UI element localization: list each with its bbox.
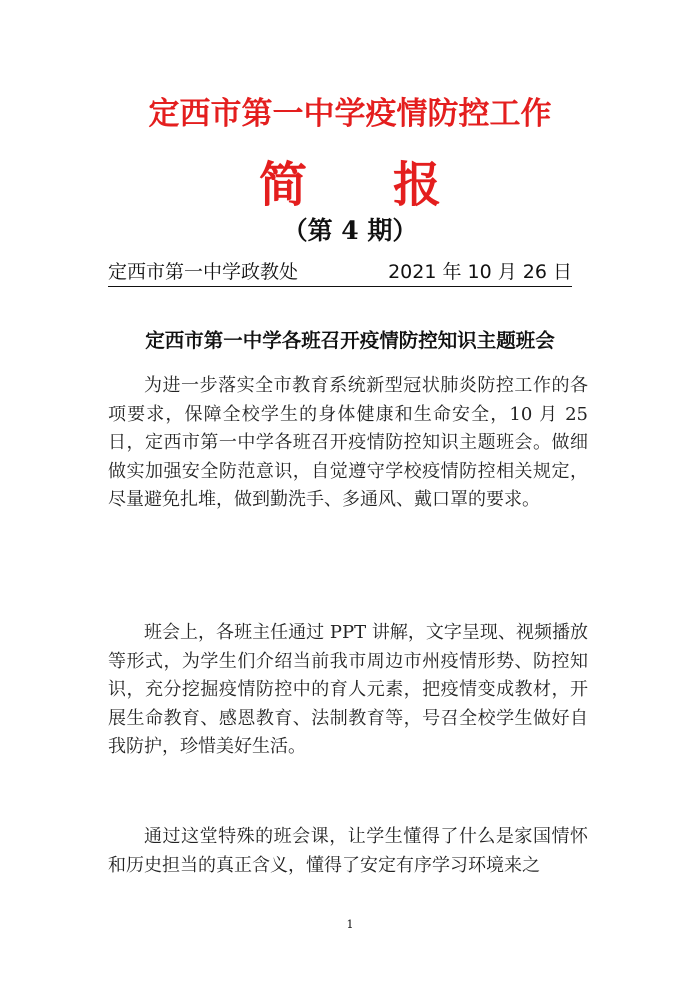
issue-number: （第 4 期）	[282, 216, 418, 245]
paragraph-2: 班会上，各班主任通过 PPT 讲解，文字呈现、视频播放等形式，为学生们介绍当前我市周边市州疫情形势、防控知识，充分挖掘疫情防控中的育人元素，把疫情变成教材，开展生命教育、感恩教育、法制教育等，号召全校学生做好自我防护，珍惜美好生活。	[108, 622, 588, 757]
issuer: 定西市第一中学政教处	[108, 261, 299, 283]
bulletin-title	[0, 146, 700, 215]
page-number: 1	[346, 918, 354, 931]
org-title: 定西市第一中学疫情防控工作	[148, 96, 552, 132]
issuer-date-line	[108, 257, 572, 287]
issue-date: 2021 年 10 月 26 日	[388, 261, 572, 283]
paragraph-3: 通过这堂特殊的班会课，让学生懂得了什么是家国情怀和历史担当的真正含义，懂得了安定有序学习环境来之	[108, 826, 588, 876]
article-title: 定西市第一中学各班召开疫情防控知识主题班会	[145, 329, 555, 352]
paragraph-1: 为进一步落实全市教育系统新型冠状肺炎防控工作的各项要求，保障全校学生的身体健康和生命安全，10 月 25 日，定西市第一中学各班召开疫情防控知识主题班会。做细做实加强安全防范意识，自觉遵守学校疫情防控相关规定，尽量避免扎堆，做到勤洗手、多通风、戴口罩的要求。	[108, 375, 588, 510]
bulletin-char-2: 报	[393, 157, 442, 213]
bulletin-char-1: 简	[258, 157, 307, 213]
